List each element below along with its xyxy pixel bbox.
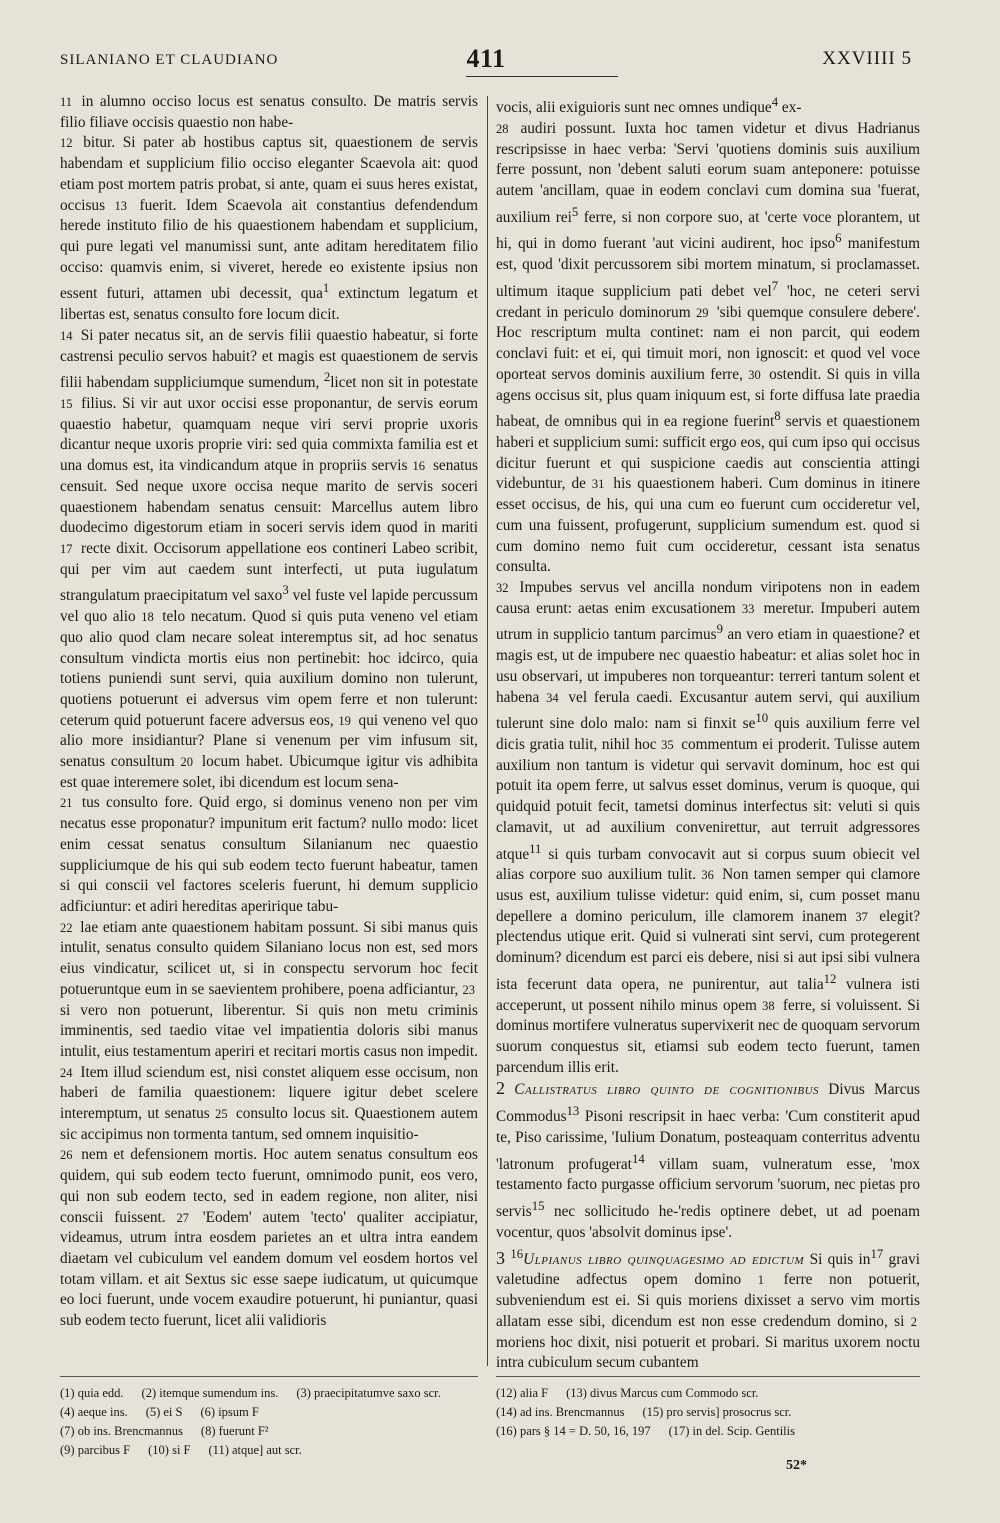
footnote-row	[60, 1403, 478, 1422]
footnote-row	[60, 1422, 478, 1441]
running-head-section: XXVIIII 5	[822, 48, 912, 69]
footnote: (5) ei S	[145, 1405, 183, 1419]
footnote: (9) parcibus F	[60, 1443, 131, 1457]
footnote: (13) divus Marcus cum Commodo scr.	[566, 1386, 759, 1400]
footnote: (2) itemque sumendum ins.	[141, 1386, 279, 1400]
footnotes-right	[496, 1384, 920, 1441]
left-column	[60, 92, 478, 1332]
footnote: (10) si F	[148, 1443, 191, 1457]
page-number: 411	[466, 44, 506, 73]
left-column-paragraph: 14 Si pater necatus sit, an de servis filii quaestio habeatur, si forte castrensi peculio servos habuit? et magis est quaestionem de servis filii habendam suppliciumque sumendum, $^2$licet non sit in potestate 15 filius. Si vir aut uxor occisi esse proponantur, de servis eorum quaestio habetur, quamquam neque viri servi proprie uxoris dicantur neque uxoris proprie viri: sed quia commixta familia est et una domus est, ita vindicandum atque in propriis servis 16 senatus censuit. Sed neque uxore occisa neque marito de servis soceri quaestionem habendam senatus censuit: Marcellus autem libro duodecimo digestorum etiam in soceri servis idem quod in mariti 17 recte dixit. Occisorum appellatione eos contineri Labeo scribit, qui per vim aut caedem sunt interfecti, ut puta iugulatum strangulatum praecipitatum vel saxo$^3$ vel fuste vel lapide percussum vel quo alio 18 telo necatum. Quod si quis puta veneno vel etiam quo alio quod clam necare soleat interemptus sit, ad hoc senatus consultum vindicta mortis eius non pertinebit: hoc idcirco, quia totiens puniendi sunt servi, quia auxilium domino non tulerunt, quotiens potuerunt ei adversus vim opem ferre et non tulerunt: ceterum quid potuerunt facere adversus eos, 19 qui veneno vel quo alio more insidiantur? Plane si venenum per vim infusum sit, senatus consultum 20 locum habet. Ubicumque igitur vis adhibita est quae interemere solet, ibi dicendum est locum sena- 21 tus consulto fore. Quid ergo, si dominus veneno non per vim necatus esse proponatur? impunitum erit factum? nullo modo: licet enim cessat senatus consultum Silanianum nec quaestio suppliciumque de his qui sub eodem tecto fuerunt habeatur, tamen si qui conscii vel factores sceleris fuerunt, hi demum supplicio adficiuntur: et adiri hereditas aperirique tabu- 22 lae etiam ante quaestionem habitam possunt. Si sibi manus quis intulit, senatus consulto quidem Silaniano locus non est, sed mors eius vindicatur, scilicet ut, si in conspectu servorum hoc fecit potueruntque eum in se saevientem prohibere, poena adficiantur, 23 si vero non potuerunt, liberentur. Si quis non metu criminis imminentis, sed taedio vitae vel impatientia doloris sibi manus intulit, eius testamentum aperiri et recitari mortis casus non impedit. 24 Item illud sciendum est, nisi constet aliquem esse occisum, non haberi de familia quaestionem: liquere igitur debet scelere interemptum, ut senatus 25 consulto locus sit. Quaestionem autem sic accipimus non tormenta tantum, sed omnem inquisitio- 26 nem et defensionem mortis. Hoc autem senatus consultum eos quidem, qui sub eodem tecto fuerunt, omnimodo punit, eos vero, qui non sub eodem tecto, sed in eadem regione, non aliter, nisi conscii fuissent. 27 'Eodem' autem 'tecto' qualiter accipiatur, videamus, utrum intra eosdem parietes an et ultra intra eandem diaetam vel cubiculum vel eandem domum vel eosdem hortos vel totam villam. et ait Sextus sic esse saepe iudicatum, ut quicumque eo loci fuerunt, unde vocem exaudire potuerunt, hi puniantur, quasi sub eodem tecto fuerunt, licet alii validioris	[60, 326, 479, 1330]
footnote-rule-right	[496, 1376, 920, 1377]
footnote: (7) ob ins. Brencmannus	[60, 1424, 183, 1438]
footnote: (12) alia F	[496, 1386, 549, 1400]
footnote: (1) quia edd.	[60, 1386, 124, 1400]
footnotes-left	[60, 1384, 478, 1460]
footnote: (6) ipsum F	[200, 1405, 259, 1419]
footnote: (3) praecipitatumve saxo scr.	[296, 1386, 441, 1400]
footnote: (8) fuerunt F²	[200, 1424, 269, 1438]
footnote: (17) in del. Scip. Gentilis	[668, 1424, 795, 1438]
left-column-paragraph: 11 in alumno occiso locus est senatus consulto. De matris servis filio filiave occisis quaestio non habe- 12 bitur. Si pater ab hostibus captus sit, quaestionem de servis habendam et supplicium filio occiso eleganter Scaevola ait: quod etiam post mortem patris probat, si ante, quam ei suus heres existat, occisus 13 fuerit. Idem Scaevola ait constantius defendendum herede instituto filio de his quaestionem habendam et supplicium, qui pure legati vel manumissi sunt, ante aditam hereditatem filio occiso: quamvis enim, si viveret, herede eo existente ipsius non essent futuri, attamen ubi decessit, qua$^1$ extinctum legatum et libertas est, senatus consulto fore locum dicit.	[60, 93, 478, 324]
footnote-row	[496, 1403, 920, 1422]
header-rule	[466, 76, 618, 77]
right-column	[496, 92, 920, 1374]
footnote-row	[496, 1384, 920, 1403]
signature-mark: 52*	[786, 1458, 807, 1473]
running-head	[60, 44, 912, 78]
footnote-row	[496, 1422, 920, 1441]
right-column-paragraph: 2 Callistratus libro quinto de cognitionibus Divus Marcus Commodus$^{13}$ Pisoni rescripsit in haec verba: 'Cum constiterit apud te, Piso carissime, 'Iulium Donatum, posteaquam conterritus adventu 'latronum profugerat$^{14}$ villam suam, vulneratum esse, 'mox testamento facto purgasse officium servorum 'suorum, nec pietas pro servis$^{15}$ nec sollicitudo he-'redis optinere debet, ut ad poenam vocentur, quos 'absolvit dominus ipse'.	[496, 1078, 921, 1241]
footnote-row	[60, 1384, 478, 1403]
right-column-paragraph: 3 $^{16}$Ulpianus libro quinquagesimo ad edictum Si quis $in^{17}$ gravi valetudine adfectus opem domino 1 ferre non potuerit, subveniendum est ei. Si quis moriens dixisset a servo vim mortis allatam esse sibi, dicendum est non esse credendum domino, si 2 moriens hoc dixit, nisi potuerit et probari. Si maritus uxorem noctu intra cubiculum secum cubantem	[496, 1246, 920, 1372]
right-column-paragraph: 32 Impubes servus vel ancilla nondum viripotens non in eadem causa erunt: aetas enim excusationem 33 meretur. Impuberi autem utrum in supplicio tantum parcimus$^9$ an vero etiam in quaestione? et magis est, ut de impubere nec quaestio habeatur: et alias solet hoc in usu observari, ut impuberes non torqueantur: terreri tantum solent et habena 34 vel ferula caedi. Excusantur autem servi, qui auxilium tulerunt sine dolo malo: nam si finxit $se^{10}$ quis auxilium ferre vel dicis gratia tulit, nihil hoc 35 commentum ei proderit. Tulisse autem auxilium non tantum is videtur qui servavit dominum, hoc est qui potuit ita opem ferre, ut salvus esset dominus, verum is quoque, qui quidquid potuit fecit, tametsi dominus interfectus sit: veluti si quis clamavit, ut ad auxilium convenirettur, aut terruit adgressores atque$^{11}$ si quis turbam convocavit aut si corpus suum obiecit vel alias corpore suo auxilium tulit. 36 Non tamen semper qui clamore usus est, auxilium tulisse videtur: quid enim, si, cum posset manu depellere a domino periculum, ille clamorem inanem 37 elegit? plectendus utique erit. Quid si vulnerati sint servi, cum protegerent dominum? dicendum est parci eis debere, nisi si aut ipsi sibi vulnera ista fecerunt data opera, ne punirentur, aut talia$^{12}$ vulnera isti acceperunt, ut possent nihilo minus opem 38 ferre, si voluissent. Si dominus mortifere vulneratus supervixerit nec de quoquam servorum suorum conquestus sit, etiamsi sub eodem tecto fuerunt, tamen parcendum illis erit.	[496, 578, 921, 1076]
footnote: (15) pro servis] prosocrus scr.	[642, 1405, 792, 1419]
right-column-paragraph: vocis, alii exiguioris sunt nec omnes undique$^4$ ex- 28 audiri possunt. Iuxta hoc tamen videtur et divus Hadrianus rescripsisse in haec verba: 'Servi 'quotiens dominis suis auxilium ferre possunt, non 'debent saluti eorum suam anteponere: potuisse autem 'ancillam, quae in eodem conclavi cum domina sua 'fuerat, auxilium rei$^5$ ferre, si non corpore suo, at 'certe voce plorantem, ut hi, qui in domo fuerant 'aut vicini audirent, hoc ipso$^6$ manifestum est, quod 'dixit percussorem sibi mortem minatum, si proclamasset. ultimum itaque supplicium pati debet vel$^7$ 'hoc, ne ceteri servi credant in periculo dominorum 29 'sibi quemque consulere debere'. Hoc rescriptum multa continet: nam ei non parcit, qui eodem conclavi fuit: et ei, qui timuit mori, non ignoscit: et quod vel voce oporteat servos dominis auxilium ferre, 30 ostendit. Si quis in villa agens occisus sit, plus quam iniquum est, si forte diffusa late praedia habeat, de omnibus qui in ea regione fuerint$^8$ servis et quaestionem haberi et supplicium sumi: sufficit ergo eos, qui cum ipso qui occisus dicitur fuerunt et qui suspicione caedis aut conscientia attingi videbuntur, de 31 his quaestionem haberi. Cum dominus in itinere esset occisus, de his, qui una cum eo fuerunt cum occideretur vel, cum una fuissent, profugerunt, supplicium sumendum est. quod si cum domino nemo fuit cum occideretur, cessant ista senatus consulta.	[496, 95, 921, 576]
footnote: (11) atque] aut scr.	[208, 1443, 302, 1457]
footnote: (16) pars § 14 = D. 50, 16, 197	[496, 1424, 651, 1438]
footnote: (14) ad ins. Brencmannus	[496, 1405, 625, 1419]
footnote-rule-left	[60, 1376, 478, 1377]
footnote-row	[60, 1441, 478, 1460]
footnote: (4) aeque ins.	[60, 1405, 128, 1419]
column-divider	[487, 96, 488, 1366]
running-head-title: SILANIANO ET CLAUDIANO	[60, 52, 279, 68]
